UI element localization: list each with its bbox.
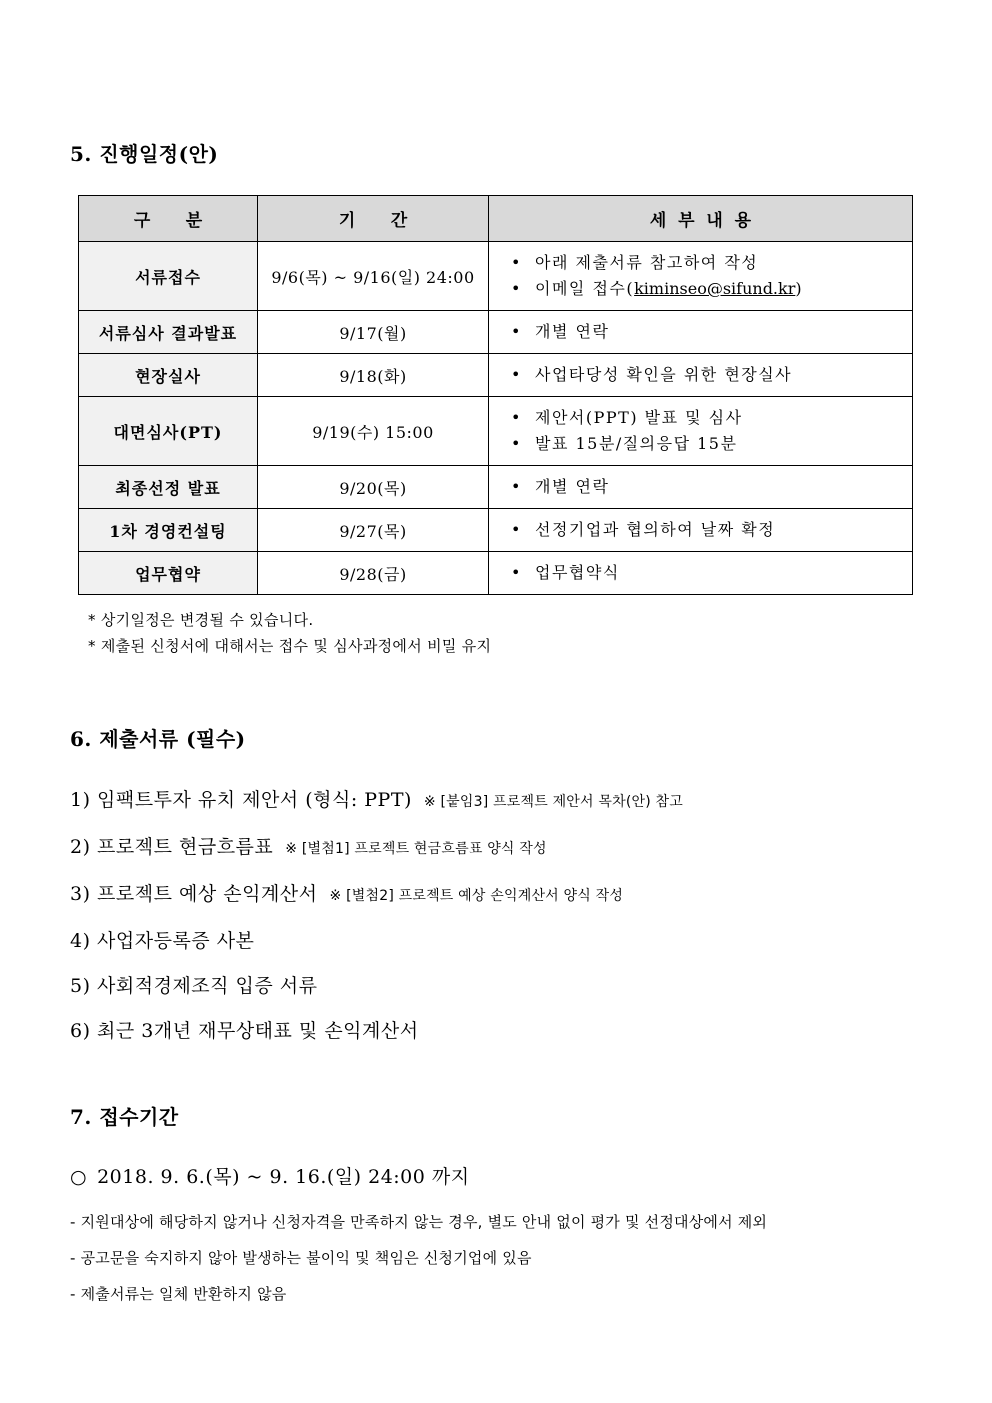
item-note: ※ [붙임3] 프로젝트 제안서 목차(안) 참고 [423, 794, 683, 810]
application-notes [70, 1211, 992, 1305]
section6-heading: 6. 제출서류 (필수) [70, 727, 246, 751]
period-cell: 9/19(수) 15:00 [258, 397, 489, 466]
item-main: 3) 프로젝트 예상 손익계산서 [70, 883, 318, 905]
detail-item: • 개별 연락 [501, 319, 906, 345]
table-row [79, 552, 913, 595]
details-cell [489, 397, 913, 466]
details-cell [489, 242, 913, 311]
schedule-footnotes [88, 607, 992, 659]
document-item [70, 833, 992, 863]
item-main: 2) 프로젝트 현금흐름표 [70, 836, 274, 858]
table-row [79, 509, 913, 552]
table-row [79, 466, 913, 509]
section7-heading: 7. 접수기간 [70, 1105, 179, 1129]
category-cell: 1차 경영컨설팅 [79, 509, 258, 552]
email-link[interactable]: kiminseo@sifund.kr [634, 279, 796, 298]
document-item [70, 972, 992, 1000]
col-header-category: 구 분 [79, 196, 258, 242]
detail-item: • 업무협약식 [501, 560, 906, 586]
application-note: - 지원대상에 해당하지 않거나 신청자격을 만족하지 않는 경우, 별도 안내 없이 평가 및 선정대상에서 제외 [70, 1213, 768, 1231]
application-note: - 제출서류는 일체 반환하지 않음 [70, 1285, 287, 1303]
item-main: 6) 최근 3개년 재무상태표 및 손익계산서 [70, 1020, 419, 1042]
document-item [70, 880, 992, 910]
document-item [70, 786, 992, 816]
period-cell: 9/17(월) [258, 311, 489, 354]
table-row [79, 397, 913, 466]
col-header-period: 기 간 [258, 196, 489, 242]
item-note: ※ [별첨2] 프로젝트 예상 손익계산서 양식 작성 [329, 888, 624, 904]
category-cell: 업무협약 [79, 552, 258, 595]
detail-item: • 아래 제출서류 참고하여 작성 [501, 250, 906, 276]
detail-item: • 사업타당성 확인을 위한 현장실사 [501, 362, 906, 388]
table-row [79, 354, 913, 397]
category-cell: 서류접수 [79, 242, 258, 311]
item-main: 1) 임팩트투자 유치 제안서 (형식: PPT) [70, 789, 412, 811]
details-cell [489, 466, 913, 509]
category-cell: 대면심사(PT) [79, 397, 258, 466]
detail-item: • 발표 15분/질의응답 15분 [501, 431, 906, 457]
detail-item [501, 276, 906, 302]
detail-item: • 선정기업과 협의하여 날짜 확정 [501, 517, 906, 543]
period-cell: 9/28(금) [258, 552, 489, 595]
application-period-line [70, 1162, 992, 1189]
detail-item: • 제안서(PPT) 발표 및 심사 [501, 405, 906, 431]
application-note: - 공고문을 숙지하지 않아 발생하는 불이익 및 책임은 신청기업에 있음 [70, 1249, 532, 1267]
table-row [79, 242, 913, 311]
circle-marker-icon: ○ [70, 1166, 88, 1188]
email-prefix: 이메일 접수( [535, 279, 635, 298]
document-item [70, 1017, 992, 1045]
details-cell [489, 311, 913, 354]
detail-item: • 개별 연락 [501, 474, 906, 500]
category-cell: 현장실사 [79, 354, 258, 397]
schedule-note: * 제출된 신청서에 대해서는 접수 및 심사과정에서 비밀 유지 [88, 637, 492, 655]
period-text: 2018. 9. 6.(목) ~ 9. 16.(일) 24:00 까지 [97, 1166, 470, 1188]
schedule-table [78, 195, 913, 595]
details-cell [489, 354, 913, 397]
required-documents-list [70, 786, 992, 1045]
col-header-details: 세 부 내 용 [489, 196, 913, 242]
period-cell: 9/6(목) ~ 9/16(일) 24:00 [258, 242, 489, 311]
document-item [70, 927, 992, 955]
category-cell: 서류심사 결과발표 [79, 311, 258, 354]
section5-heading: 5. 진행일정(안) [70, 142, 219, 166]
period-cell: 9/18(화) [258, 354, 489, 397]
details-cell [489, 552, 913, 595]
email-suffix: ) [795, 279, 804, 298]
item-note: ※ [별첨1] 프로젝트 현금흐름표 양식 작성 [285, 841, 547, 857]
schedule-header-row [79, 196, 913, 242]
period-cell: 9/20(목) [258, 466, 489, 509]
table-row [79, 311, 913, 354]
category-cell: 최종선정 발표 [79, 466, 258, 509]
item-main: 5) 사회적경제조직 입증 서류 [70, 975, 318, 997]
details-cell [489, 509, 913, 552]
period-cell: 9/27(목) [258, 509, 489, 552]
schedule-note: * 상기일정은 변경될 수 있습니다. [88, 611, 314, 629]
item-main: 4) 사업자등록증 사본 [70, 930, 255, 952]
